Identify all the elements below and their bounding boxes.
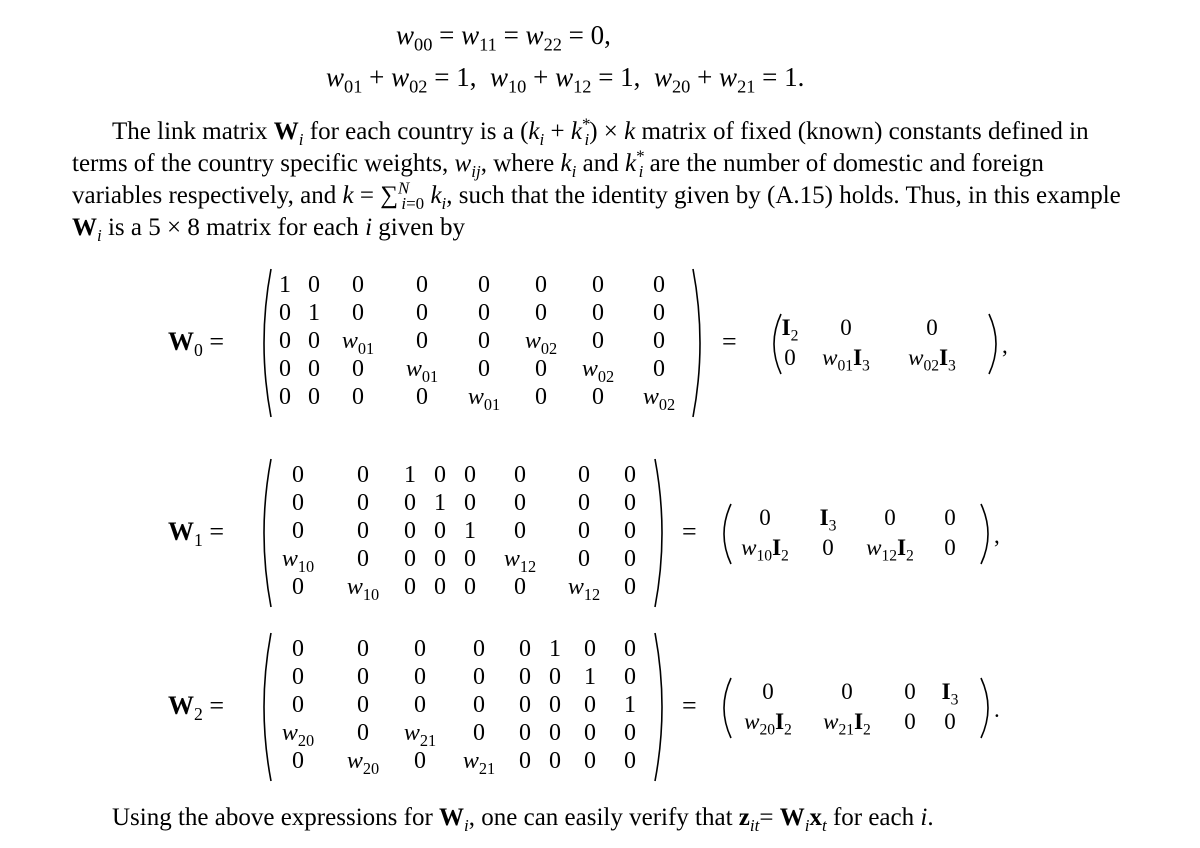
matrix-cell: 0 bbox=[473, 720, 485, 746]
matrix-cell: 0 bbox=[404, 546, 416, 572]
matrix-cell: 0 bbox=[414, 664, 426, 690]
matrix-cell: 0 bbox=[416, 300, 428, 326]
block-cell: $I_3$ bbox=[941, 679, 959, 709]
matrix-cell: 0 bbox=[357, 636, 369, 662]
matrix-cell: 0 bbox=[292, 490, 304, 516]
block-cell: 0 bbox=[840, 315, 852, 340]
matrix-cell: 0 bbox=[308, 272, 320, 298]
block-cell: 0 bbox=[944, 535, 956, 560]
matrix-cell: 0 bbox=[519, 692, 531, 718]
matrix-cell: 0 bbox=[592, 300, 604, 326]
body-paragraph: The link matrix $W_i$ for each country is a $(k_i + k^*_i) \times k$ matrix of fixed (known) constants defined in terms of the country specific weights, $w_{ij}$, where $k_i$ and $k^*_i$ are the number of domestic and foreign variables respectively, and k = ∑$^N_{i=0}$ $k_i$, such that the identity given by (A.15) holds. Thus, in this example $W_i$ is a 5 × 8 matrix for each i given by bbox=[72, 114, 1121, 245]
matrix-cell: $w_{20}$ bbox=[346, 748, 380, 778]
matrix-cell: 0 bbox=[357, 720, 369, 746]
matrix-cell: 0 bbox=[549, 664, 561, 690]
matrix-cell: 0 bbox=[578, 546, 590, 572]
matrix-cell: 0 bbox=[478, 356, 490, 382]
matrix-cell: 0 bbox=[592, 272, 604, 298]
punctuation: . bbox=[994, 697, 1000, 722]
matrix-cell: 0 bbox=[434, 546, 446, 572]
matrix-cell: $w_{02}$ bbox=[642, 384, 676, 414]
block-cell: $I_2$ bbox=[781, 315, 799, 345]
matrix-cell: 0 bbox=[357, 518, 369, 544]
matrix-cell: 0 bbox=[514, 490, 526, 516]
block-cell: 0 bbox=[762, 679, 774, 704]
block-cell: $w_{10}I_2$ bbox=[741, 535, 789, 565]
matrix-cell: 0 bbox=[352, 384, 364, 410]
block-cell: 0 bbox=[822, 535, 834, 560]
matrix-cell: 0 bbox=[292, 664, 304, 690]
matrix-cell: 0 bbox=[352, 272, 364, 298]
matrix-cell: $w_{12}$ bbox=[567, 574, 601, 604]
matrix-cell: 0 bbox=[357, 664, 369, 690]
matrix-cell: 1 bbox=[624, 692, 636, 718]
matrix-cell: $w_{12}$ bbox=[503, 546, 537, 576]
matrix-cell: 0 bbox=[434, 518, 446, 544]
matrix-cell: 0 bbox=[357, 490, 369, 516]
matrix-cell: 0 bbox=[357, 462, 369, 488]
matrix-cell: 0 bbox=[549, 720, 561, 746]
matrix-cell: $w_{21}$ bbox=[403, 720, 437, 750]
equation-line-1: $w_{00} = w_{11} = w_{22} = 0$, bbox=[396, 20, 611, 55]
matrix-cell: 0 bbox=[535, 300, 547, 326]
matrix-cell: 0 bbox=[653, 272, 665, 298]
block-cell: 0 bbox=[904, 709, 916, 734]
block-cell: 0 bbox=[884, 505, 896, 530]
matrix-cell: 0 bbox=[514, 574, 526, 600]
matrix-cell: 0 bbox=[292, 574, 304, 600]
matrix-cell: 0 bbox=[414, 636, 426, 662]
matrix-cell: 0 bbox=[535, 384, 547, 410]
block-cell: $w_{01}I_3$ bbox=[822, 345, 870, 375]
matrix-cell: 0 bbox=[434, 574, 446, 600]
block-cell: 0 bbox=[926, 315, 938, 340]
matrix-cell: 0 bbox=[404, 574, 416, 600]
matrix-cell: 0 bbox=[473, 636, 485, 662]
matrix-cell: 0 bbox=[535, 272, 547, 298]
block-cell: $I_3$ bbox=[819, 505, 837, 535]
equals-sign: = bbox=[722, 327, 737, 356]
punctuation: , bbox=[994, 523, 1000, 548]
matrix-cell: 0 bbox=[473, 664, 485, 690]
matrix-cell: 0 bbox=[624, 490, 636, 516]
matrix-cell: 0 bbox=[352, 356, 364, 382]
matrix-cell: 0 bbox=[584, 748, 596, 774]
matrix-cell: 1 bbox=[584, 664, 596, 690]
matrix-cell: 0 bbox=[308, 356, 320, 382]
punctuation: , bbox=[1002, 333, 1008, 358]
matrix-cell: 0 bbox=[416, 272, 428, 298]
matrix-cell: 1 bbox=[279, 272, 291, 298]
matrix-cell: 0 bbox=[478, 300, 490, 326]
matrix-label: $W_0$ = bbox=[168, 327, 225, 361]
matrix-cell: 0 bbox=[414, 692, 426, 718]
matrix-cell: 0 bbox=[478, 328, 490, 354]
matrix-cell: 0 bbox=[473, 692, 485, 718]
matrix-cell: 0 bbox=[592, 384, 604, 410]
matrix-cell: 0 bbox=[578, 490, 590, 516]
matrix-cell: 0 bbox=[624, 664, 636, 690]
right-paren bbox=[690, 268, 708, 418]
matrix-cell: 0 bbox=[434, 462, 446, 488]
matrix-cell: 0 bbox=[519, 720, 531, 746]
matrix-cell: 0 bbox=[578, 462, 590, 488]
matrix-cell: $w_{10}$ bbox=[346, 574, 380, 604]
matrix-cell: 0 bbox=[624, 462, 636, 488]
matrix-cell: 0 bbox=[624, 518, 636, 544]
matrix-cell: 0 bbox=[357, 546, 369, 572]
block-cell: 0 bbox=[944, 709, 956, 734]
matrix-cell: $w_{02}$ bbox=[524, 328, 558, 358]
matrix-cell: $w_{10}$ bbox=[281, 546, 315, 576]
matrix-cell: 0 bbox=[279, 300, 291, 326]
matrix-cell: 0 bbox=[624, 546, 636, 572]
matrix-cell: 0 bbox=[464, 546, 476, 572]
matrix-cell: 0 bbox=[292, 462, 304, 488]
matrix-cell: 0 bbox=[416, 328, 428, 354]
matrix-cell: 0 bbox=[653, 328, 665, 354]
block-cell: 0 bbox=[904, 679, 916, 704]
matrix-cell: 0 bbox=[404, 490, 416, 516]
matrix-cell: 0 bbox=[357, 692, 369, 718]
block-cell: 0 bbox=[759, 505, 771, 530]
matrix-cell: 0 bbox=[292, 748, 304, 774]
matrix-cell: $w_{20}$ bbox=[281, 720, 315, 750]
matrix-cell: 0 bbox=[352, 300, 364, 326]
matrix-cell: 0 bbox=[519, 636, 531, 662]
matrix-cell: 1 bbox=[434, 490, 446, 516]
matrix-cell: 0 bbox=[535, 356, 547, 382]
matrix-cell: 1 bbox=[549, 636, 561, 662]
equation-line-2: $w_{01} + w_{02} = 1$, $w_{10} + w_{12} = 1$, $w_{20} + w_{21} = 1$. bbox=[326, 62, 805, 97]
matrix-cell: 0 bbox=[592, 328, 604, 354]
matrix-cell: 0 bbox=[279, 356, 291, 382]
matrix-cell: $w_{01}$ bbox=[405, 356, 439, 386]
matrix-label: $W_1$ = bbox=[168, 517, 225, 551]
matrix-cell: $w_{01}$ bbox=[467, 384, 501, 414]
matrix-label: $W_2$ = bbox=[168, 691, 225, 725]
block-cell: 0 bbox=[841, 679, 853, 704]
matrix-cell: 0 bbox=[464, 574, 476, 600]
matrix-cell: $w_{01}$ bbox=[341, 328, 375, 358]
matrix-cell: 0 bbox=[514, 462, 526, 488]
matrix-cell: 0 bbox=[519, 748, 531, 774]
matrix-cell: 0 bbox=[584, 636, 596, 662]
block-cell: $w_{02}I_3$ bbox=[908, 345, 956, 375]
matrix-cell: 0 bbox=[416, 384, 428, 410]
matrix-cell: 0 bbox=[653, 300, 665, 326]
block-cell: $w_{20}I_2$ bbox=[744, 709, 792, 739]
matrix-cell: 0 bbox=[624, 574, 636, 600]
matrix-cell: $w_{02}$ bbox=[581, 356, 615, 386]
matrix-cell: 0 bbox=[653, 356, 665, 382]
matrix-cell: 0 bbox=[404, 518, 416, 544]
matrix-cell: 0 bbox=[279, 328, 291, 354]
matrix-cell: 1 bbox=[308, 300, 320, 326]
block-cell: $w_{21}I_2$ bbox=[823, 709, 871, 739]
matrix-cell: 0 bbox=[308, 384, 320, 410]
matrix-cell: 1 bbox=[404, 462, 416, 488]
matrix-cell: 0 bbox=[549, 692, 561, 718]
matrix-cell: 0 bbox=[549, 748, 561, 774]
matrix-cell: 1 bbox=[464, 518, 476, 544]
matrix-cell: 0 bbox=[578, 518, 590, 544]
matrix-cell: 0 bbox=[478, 272, 490, 298]
equals-sign: = bbox=[682, 691, 697, 720]
block-cell: 0 bbox=[784, 345, 796, 370]
matrix-cell: 0 bbox=[292, 636, 304, 662]
block-cell: $w_{12}I_2$ bbox=[866, 535, 914, 565]
matrix-cell: $w_{21}$ bbox=[462, 748, 496, 778]
matrix-cell: 0 bbox=[624, 720, 636, 746]
matrix-cell: 0 bbox=[584, 692, 596, 718]
matrix-cell: 0 bbox=[464, 462, 476, 488]
matrix-cell: 0 bbox=[584, 720, 596, 746]
matrix-cell: 0 bbox=[519, 664, 531, 690]
matrix-cell: 0 bbox=[279, 384, 291, 410]
equals-sign: = bbox=[682, 517, 697, 546]
matrix-cell: 0 bbox=[464, 490, 476, 516]
matrix-cell: 0 bbox=[624, 748, 636, 774]
matrix-cell: 0 bbox=[308, 328, 320, 354]
block-cell: 0 bbox=[944, 505, 956, 530]
matrix-cell: 0 bbox=[624, 636, 636, 662]
matrix-cell: 0 bbox=[292, 518, 304, 544]
matrix-cell: 0 bbox=[292, 692, 304, 718]
matrix-cell: 0 bbox=[414, 748, 426, 774]
footer-sentence: Using the above expressions for $W_i$, one can easily verify that $z_{it}= W_ix_t$ for each i. bbox=[112, 804, 934, 835]
matrix-cell: 0 bbox=[514, 518, 526, 544]
